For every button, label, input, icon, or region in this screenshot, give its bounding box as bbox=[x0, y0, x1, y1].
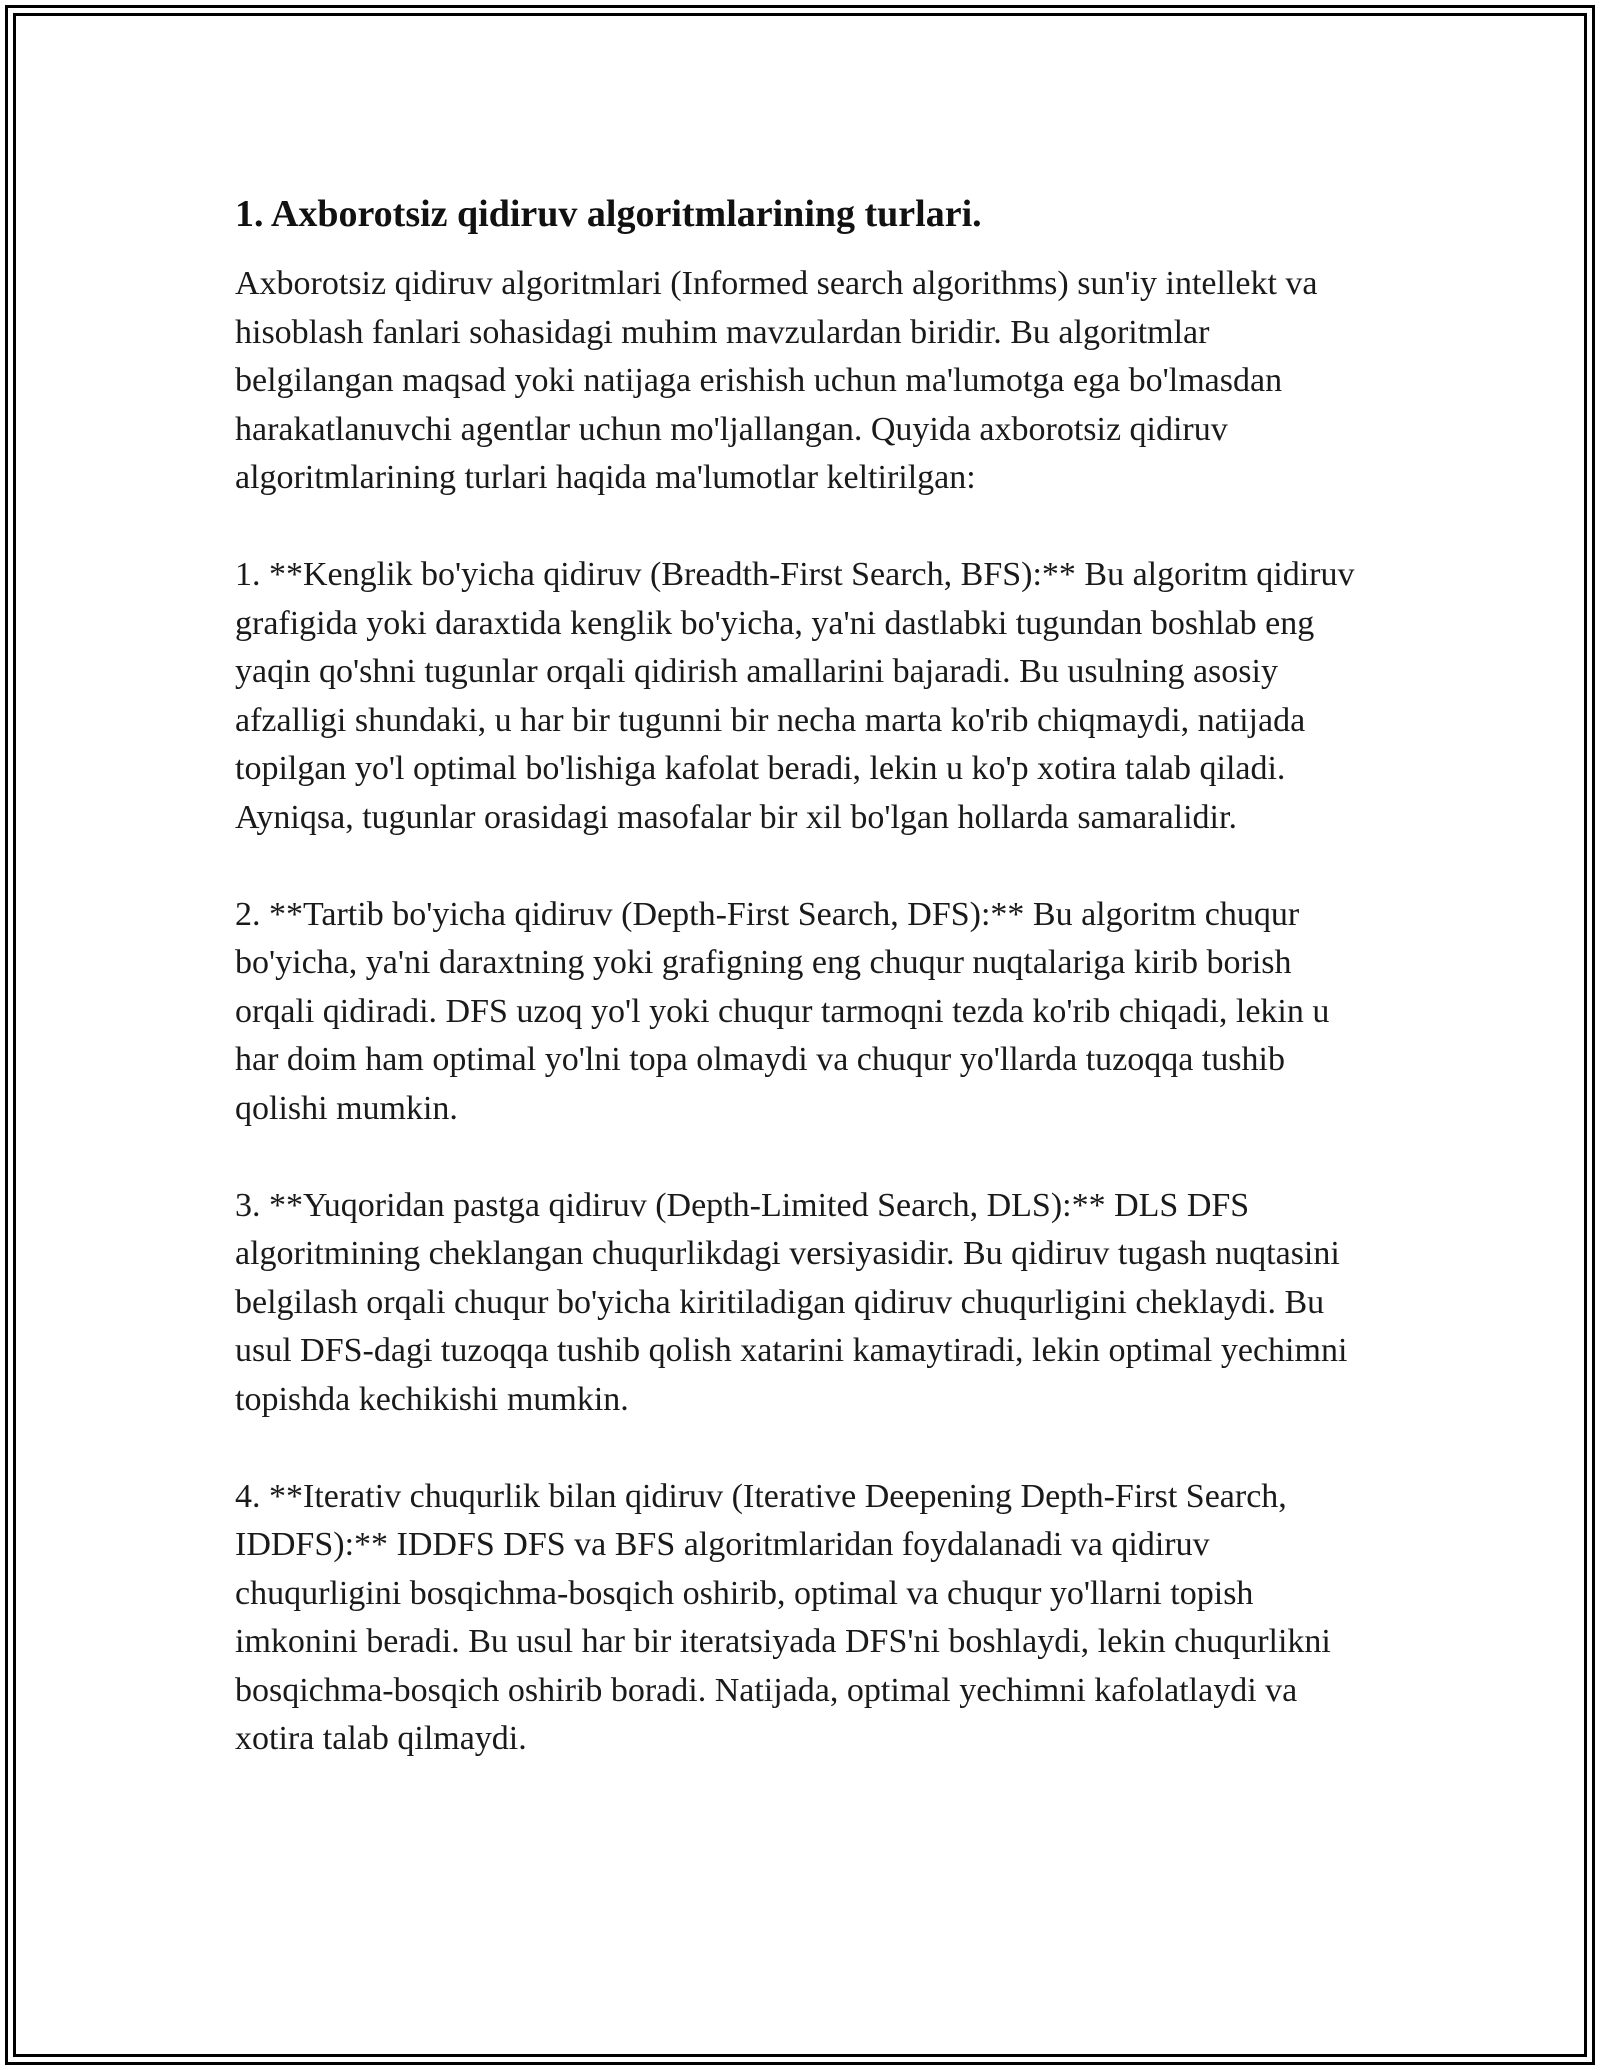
document-body bbox=[235, 190, 1375, 1764]
document-title: 1. Axborotsiz qidiruv algoritmlarining turlari. bbox=[235, 193, 982, 235]
dls-paragraph: 3. **Yuqoridan pastga qidiruv (Depth-Limited Search, DLS):** DLS DFS algoritmining cheklangan chuqurlikdagi versiyasidir. Bu qidiruv tugash nuqtasini belgilash orqali chuqur bo'yicha kiritiladigan qidiruv chuqurligini cheklaydi. Bu usul DFS-dagi tuzoqqa tushib qolish xatarini kamaytiradi, lekin optimal yechimni topishda kechikishi mumkin. bbox=[235, 1186, 1348, 1418]
intro-paragraph: Axborotsiz qidiruv algoritmlari (Informed search algorithms) sun'iy intellekt va hisoblash fanlari sohasidagi muhim mavzulardan biridir. Bu algoritmlar belgilangan maqsad yoki natijaga erishish uchun ma'lumotga ega bo'lmasdan harakatlanuvchi agentlar uchun mo'ljallangan. Quyida axborotsiz qidiruv algoritmlarining turlari haqida ma'lumotlar keltirilgan: bbox=[235, 265, 1318, 496]
bfs-paragraph: 1. **Kenglik bo'yicha qidiruv (Breadth-First Search, BFS):** Bu algoritm qidiruv grafigida yoki daraxtida kenglik bo'yicha, ya'ni dastlabki tugundan boshlab eng yaqin qo'shni tugunlar orqali qidirish amallarini bajaradi. Bu usulning asosiy afzalligi shundaki, u har bir tugunni bir necha marta ko'rib chiqmaydi, natijada topilgan yo'l optimal bo'lishiga kafolat beradi, lekin u ko'p xotira talab qiladi. Ayniqsa, tugunlar orasidagi masofalar bir xil bo'lgan hollarda samaralidir. bbox=[235, 556, 1355, 836]
iddfs-paragraph: 4. **Iterativ chuqurlik bilan qidiruv (Iterative Deepening Depth-First Search, IDDFS):** IDDFS DFS va BFS algoritmlaridan foydalanadi va qidiruv chuqurligini bosqichma-bosqich oshirib, optimal va chuqur yo'llarni topish imkonini beradi. Bu usul har bir iteratsiyada DFS'ni boshlaydi, lekin chuqurlikni bosqichma-bosqich oshirib boradi. Natijada, optimal yechimni kafolatlaydi va xotira talab qilmaydi. bbox=[235, 1477, 1331, 1757]
dfs-paragraph: 2. **Tartib bo'yicha qidiruv (Depth-First Search, DFS):** Bu algoritm chuqur bo'yicha, ya'ni daraxtning yoki grafigning eng chuqur nuqtalariga kirib borish orqali qidiradi. DFS uzoq yo'l yoki chuqur tarmoqni tezda ko'rib chiqadi, lekin u har doim ham optimal yo'lni topa olmaydi va chuqur yo'llarda tuzoqqa tushib qolishi mumkin. bbox=[235, 895, 1330, 1127]
